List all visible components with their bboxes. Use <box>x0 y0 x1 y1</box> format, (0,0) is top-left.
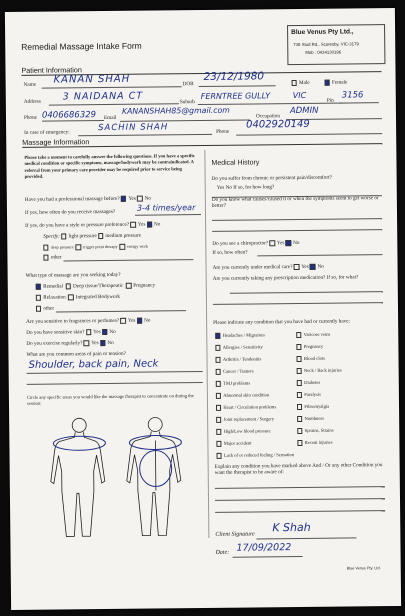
q-type: What type of massage are you seeking today? <box>25 271 121 279</box>
pressure-other[interactable]: other <box>43 254 61 260</box>
condition-label: Numbness <box>304 415 324 421</box>
condition-item[interactable] <box>297 425 342 437</box>
pressure-no-box[interactable] <box>147 222 152 227</box>
q-doctor: Are you currently under medical care? Yes No <box>212 263 324 271</box>
medium-pressure-box[interactable] <box>98 233 103 238</box>
trigger-point-box[interactable] <box>76 245 81 250</box>
signature-label: Client Signature <box>215 531 255 538</box>
causes-line-1 <box>212 218 382 221</box>
q-chiro: Do you see a chiropractor? Yes No <box>212 239 300 247</box>
condition-label: Blood clots <box>303 355 326 361</box>
remedial-box[interactable] <box>36 284 41 289</box>
signature-value[interactable]: K Shah <box>272 520 311 535</box>
condition-label: Diabetes <box>304 379 321 385</box>
condition-item[interactable] <box>216 437 294 450</box>
condition-item[interactable] <box>297 389 342 401</box>
condition-item[interactable] <box>216 377 294 390</box>
condition-checkbox <box>216 393 221 398</box>
dob-line <box>199 85 276 87</box>
condition-item[interactable] <box>216 449 294 462</box>
prof-yes-box[interactable] <box>121 196 126 201</box>
condition-checkbox <box>297 368 302 373</box>
dob-label: DOB <box>182 81 194 88</box>
chiro-line <box>257 254 382 256</box>
condition-checkbox <box>216 417 221 422</box>
often-line <box>135 214 201 216</box>
explain-line-1 <box>215 486 385 489</box>
emergency-value[interactable]: SACHIN SHAH <box>98 122 169 134</box>
circle-instructions: Circle any specific areas you would like the massage therapist to concentrate on during the session: <box>26 393 194 407</box>
body-diagram[interactable] <box>37 410 198 542</box>
dob-value[interactable]: 23/12/1980 <box>203 70 265 83</box>
massage-intro: Please take a moment to carefully answer the following questions. If you have a specific medical condition or specific symptoms, massage/bodywork may be contraindicated. A referral from your primary care provider may be required prior to service being provided. <box>24 153 195 180</box>
exercise-yes-box[interactable] <box>84 340 89 345</box>
suburb-label: Suburb <box>179 99 195 106</box>
name-label: Name <box>23 81 37 88</box>
pregnancy-type-box[interactable] <box>126 283 131 288</box>
emergency-phone-label: Phone <box>216 128 230 135</box>
company-mob: Mob : 0434130196 <box>305 49 342 55</box>
type-other-box <box>36 306 41 311</box>
condition-checkbox <box>297 440 302 445</box>
address-line <box>49 103 179 105</box>
deep-pressure-box[interactable] <box>43 245 48 250</box>
emergency-phone-value[interactable]: 0402920149 <box>246 118 310 131</box>
pressure-other-box <box>43 255 48 260</box>
pain-line-1 <box>27 371 203 374</box>
male-box <box>292 80 297 85</box>
condition-label: Recent injuries <box>304 439 333 445</box>
phone-label: Phone <box>23 114 37 121</box>
condition-label: Sprains, Strains <box>304 427 334 433</box>
condition-label: Varicose veins <box>303 331 331 337</box>
condition-label: Joint replacement / Surgery <box>223 416 275 422</box>
condition-checkbox <box>216 357 221 362</box>
suburb-value[interactable]: FERNTREE GULLY <box>200 91 271 102</box>
q-pain: What are you common areas of pain or tension? <box>26 350 126 358</box>
footer: Blue Venus Pty. Ltd. <box>346 566 381 571</box>
email-value[interactable]: KANANSHAH85@gmail.com <box>121 105 230 116</box>
column-divider <box>204 150 209 538</box>
back-body-figure <box>126 417 181 536</box>
condition-item[interactable] <box>216 401 294 414</box>
company-box <box>287 24 385 65</box>
pain-value[interactable]: Shoulder, back pain, Neck <box>28 358 159 371</box>
female-checkbox[interactable]: Female <box>325 79 348 85</box>
relaxation-box[interactable] <box>36 295 41 300</box>
medical-section-title: Medical History <box>211 159 260 167</box>
condition-item[interactable] <box>297 437 342 449</box>
q-causes: Do you know what causes/caused it or when the symptoms seem to get worse or better? <box>211 195 379 210</box>
front-body-figure <box>50 418 105 537</box>
emergency-label: In case of emergency: <box>24 129 70 136</box>
chronic-sub: Yes No If so, for how long? <box>216 184 275 191</box>
condition-label: Major accident <box>223 440 252 446</box>
condition-checkbox <box>297 428 302 433</box>
condition-label: Paralysis <box>304 391 321 397</box>
suburb-line <box>198 102 348 105</box>
type-options: Remedial Deep tissue/Therapeutic Pregnancy <box>36 282 155 289</box>
condition-checkbox <box>296 332 301 337</box>
company-name: Blue Venus Pty Ltd., <box>291 28 354 37</box>
address-label: Address <box>23 98 41 105</box>
condition-checkbox <box>215 333 220 338</box>
condition-item[interactable] <box>215 341 293 354</box>
q-professional: Have you had a professional massage before? Yes No <box>24 195 151 203</box>
causes-line-2 <box>212 229 382 232</box>
often-value[interactable]: 3-4 times/year <box>136 203 196 213</box>
patient-section-title: Patient Information <box>21 62 381 76</box>
condition-item[interactable] <box>215 329 293 342</box>
fragrance-yes-box[interactable] <box>120 318 125 323</box>
condition-checkbox <box>215 345 220 350</box>
condition-item[interactable] <box>296 341 341 353</box>
prescription-line-2 <box>213 302 383 305</box>
email-line <box>120 119 250 121</box>
name-line <box>42 86 182 88</box>
pin-value[interactable]: 3156 <box>341 90 364 101</box>
state-value[interactable]: VIC <box>292 90 307 101</box>
condition-label: Allergies / Sensitivity <box>222 344 263 350</box>
condition-checkbox <box>297 380 302 385</box>
condition-checkbox <box>216 381 221 386</box>
intake-form-paper <box>5 8 401 610</box>
skin-yes-box[interactable] <box>86 329 91 334</box>
condition-item[interactable] <box>296 353 341 365</box>
energy-work-box[interactable] <box>120 244 125 249</box>
condition-label: High/Low blood pressure <box>223 428 271 434</box>
condition-item[interactable] <box>297 365 342 377</box>
condition-item[interactable] <box>216 413 294 426</box>
explain-line-3 <box>215 510 385 513</box>
explain-conditions: Explain any condition you have marked above And / Or any other Condition you want the therapist to be aware of: <box>214 462 383 477</box>
condition-checkbox <box>297 392 302 397</box>
pin-line <box>339 102 379 103</box>
name-value[interactable]: KANAN SHAH <box>53 73 131 86</box>
condition-label: Lack of or reduced feeling / Sensation <box>223 452 295 458</box>
condition-checkbox <box>297 416 302 421</box>
chiro-sub: If so, how often? <box>212 249 248 256</box>
q-prescription: Are you currently taking any prescription medication? If so, for what? <box>212 274 359 282</box>
prof-no-box[interactable] <box>137 196 142 201</box>
condition-item[interactable] <box>297 377 342 389</box>
condition-checkbox <box>297 356 302 361</box>
q-conditions: Please indicate any condition that you have had or currently have: <box>213 318 351 326</box>
pressure-options-2: deep pressure trigger point therapy energy work <box>43 244 148 251</box>
exercise-no-box[interactable] <box>100 340 105 345</box>
condition-label: Fibromyalgia <box>304 403 330 409</box>
condition-item[interactable] <box>297 401 342 413</box>
explain-line-2 <box>215 498 385 501</box>
integrated-box[interactable] <box>68 294 73 299</box>
doctor-yes-box[interactable] <box>294 264 299 269</box>
light-pressure-box[interactable] <box>61 234 66 239</box>
fragrance-no-box[interactable] <box>137 318 142 323</box>
condition-label: TMJ problems <box>223 380 251 386</box>
condition-item[interactable] <box>215 353 293 366</box>
date-label: Date: <box>215 549 230 556</box>
condition-checkbox <box>216 369 221 374</box>
form-title: Remedial Massage Intake Form <box>21 40 142 52</box>
condition-item[interactable] <box>216 365 294 378</box>
condition-item[interactable] <box>296 329 341 341</box>
condition-label: Arthritis / Tendonitis <box>222 356 262 362</box>
q-often: If yes, how often do you receive massages? <box>24 208 116 216</box>
female-box <box>325 80 330 85</box>
condition-checkbox <box>297 404 302 409</box>
chiro-no-box[interactable] <box>286 240 291 245</box>
type-options-2: Relaxation Integrated Bodywork <box>36 294 120 301</box>
condition-label: Heart / Circulation problems <box>223 404 277 410</box>
q-chronic: Do you suffer from chronic or persistent pain/discomfort? <box>211 174 332 182</box>
occupation-value[interactable]: ADMIN <box>289 105 319 117</box>
pressure-other-line <box>63 259 193 261</box>
massage-section-title: Massage Information <box>22 134 382 148</box>
condition-item[interactable] <box>216 389 294 402</box>
date-value[interactable]: 17/09/2022 <box>236 542 292 554</box>
circled-areas <box>53 435 182 487</box>
condition-checkbox <box>216 429 221 434</box>
pain-line-2 <box>27 382 203 385</box>
condition-item[interactable] <box>216 425 294 438</box>
condition-checkbox <box>216 441 221 446</box>
type-other-line <box>56 310 186 312</box>
doctor-no-box[interactable] <box>310 264 315 269</box>
email-label: Email <box>103 114 117 122</box>
condition-label: Pregnancy <box>303 343 324 349</box>
condition-label: Headaches / Migraines <box>222 332 265 338</box>
q-fragrance: Are you sensitive to fragrances or perfumes? Yes No <box>26 317 151 325</box>
condition-checkbox <box>296 344 301 349</box>
male-checkbox[interactable]: Male <box>292 80 310 86</box>
condition-checkbox <box>217 453 222 458</box>
skin-no-box[interactable] <box>102 329 107 334</box>
prescription-line <box>230 291 383 294</box>
q-skin: Do you have sensitive skin? Yes No <box>26 328 116 336</box>
condition-label: Abnormal skin condition <box>223 392 270 398</box>
condition-label: Neck / Back injuries <box>304 367 342 373</box>
q-pressure: If yes, do you have a style or pressure preference? Yes No <box>25 221 161 229</box>
pin-label: Pin <box>326 97 334 104</box>
condition-item[interactable] <box>297 413 342 425</box>
q-exercise: Do you exercise regularly? Yes No <box>26 339 114 347</box>
address-value[interactable]: 3 NAIDANA CT <box>62 90 144 103</box>
signature-line <box>256 537 356 539</box>
pressure-specify: Specify: light pressure medium pressure <box>43 232 142 240</box>
date-line <box>233 556 303 558</box>
pressure-yes-box[interactable] <box>130 222 135 227</box>
type-other[interactable]: other <box>36 306 54 312</box>
conditions-left-column <box>215 329 294 462</box>
conditions-right-column <box>296 329 342 449</box>
condition-label: Cancer / Tumors <box>223 368 254 374</box>
condition-checkbox <box>216 405 221 410</box>
occupation-label: Occupation <box>255 113 280 120</box>
chiro-yes-box[interactable] <box>269 240 274 245</box>
company-address: 735 Stud Rd., Scoresby, VIC-3179 <box>293 41 359 48</box>
phone-value[interactable]: 0406686329 <box>41 110 97 121</box>
deep-tissue-box[interactable] <box>66 283 71 288</box>
